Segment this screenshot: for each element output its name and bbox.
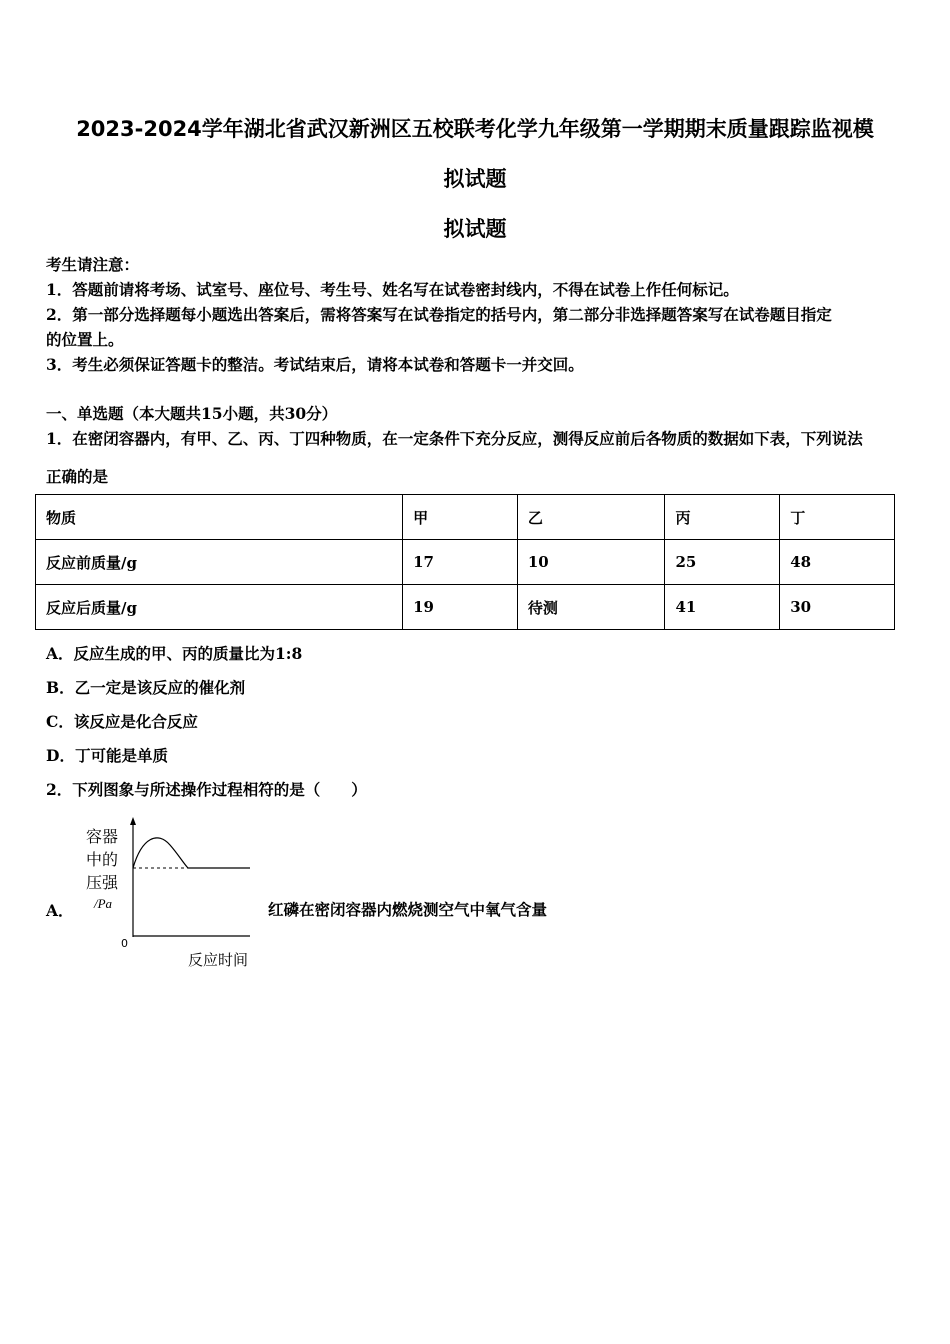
page-title-line1: 2023-2024学年湖北省武汉新洲区五校联考化学九年级第一学期期末质量跟踪监视模 xyxy=(76,117,874,141)
table-cell: 丙 xyxy=(665,495,780,540)
page-title-line2: 拟试题 xyxy=(443,167,507,191)
option-d: D．丁可能是单质 xyxy=(46,746,168,765)
question-1-text-cont: 正确的是 xyxy=(46,467,109,486)
notice-item: 2．第一部分选择题每小题选出答案后，需将答案写在试卷指定的括号内，第二部分非选择题答案写在试卷题目指定 xyxy=(46,305,832,324)
table-cell: 甲 xyxy=(403,495,518,540)
table-cell: 乙 xyxy=(517,495,665,540)
pressure-time-graph xyxy=(80,815,265,975)
notice-heading: 考生请注意： xyxy=(46,255,140,274)
table-cell: 19 xyxy=(403,585,518,630)
option-c: C．该反应是化合反应 xyxy=(46,712,198,731)
page-subtitle: 拟试题 xyxy=(443,217,507,241)
notice-item: 的位置上。 xyxy=(46,330,124,349)
pressure-curve xyxy=(133,838,188,868)
table-cell: 反应前质量/g xyxy=(36,540,403,585)
y-axis-label-1: 容器 xyxy=(86,827,119,846)
option-a: A．反应生成的甲、丙的质量比为1:8 xyxy=(46,644,303,663)
question-1-text: 1．在密闭容器内，有甲、乙、丙、丁四种物质，在一定条件下充分反应，测得反应前后各物质的数据如下表，下列说法 xyxy=(46,429,863,448)
q2-option-a-description: 红磷在密闭容器内燃烧测空气中氧气含量 xyxy=(268,900,548,919)
x-axis-label: 反应时间 xyxy=(188,951,249,969)
q2-option-a-label: A． xyxy=(46,901,74,920)
table-cell: 41 xyxy=(665,585,780,630)
y-axis-unit: /Pa xyxy=(94,896,113,911)
section-heading: 一、单选题（本大题共15小题，共30分） xyxy=(46,404,338,423)
data-table xyxy=(35,494,895,630)
table-cell: 10 xyxy=(517,540,665,585)
option-b: B．乙一定是该反应的催化剂 xyxy=(46,678,246,697)
notice-item: 1．答题前请将考场、试室号、座位号、考生号、姓名写在试卷密封线内，不得在试卷上作任何标记。 xyxy=(46,280,739,299)
y-axis-label-3: 压强 xyxy=(86,873,119,892)
table-row xyxy=(36,585,895,630)
table-cell: 反应后质量/g xyxy=(36,585,403,630)
y-axis-label-2: 中的 xyxy=(86,850,119,869)
table-cell: 25 xyxy=(665,540,780,585)
table-cell: 17 xyxy=(403,540,518,585)
table-row xyxy=(36,540,895,585)
table-cell: 48 xyxy=(780,540,895,585)
origin-label: 0 xyxy=(121,937,128,950)
notice-item: 3．考生必须保证答题卡的整洁。考试结束后，请将本试卷和答题卡一并交回。 xyxy=(46,355,584,374)
table-cell: 待测 xyxy=(517,585,665,630)
question-2-text: 2．下列图象与所述操作过程相符的是（ ） xyxy=(46,780,367,799)
table-cell: 丁 xyxy=(780,495,895,540)
table-cell: 30 xyxy=(780,585,895,630)
y-axis-arrow xyxy=(130,817,136,825)
table-row xyxy=(36,495,895,540)
table-cell: 物质 xyxy=(36,495,403,540)
